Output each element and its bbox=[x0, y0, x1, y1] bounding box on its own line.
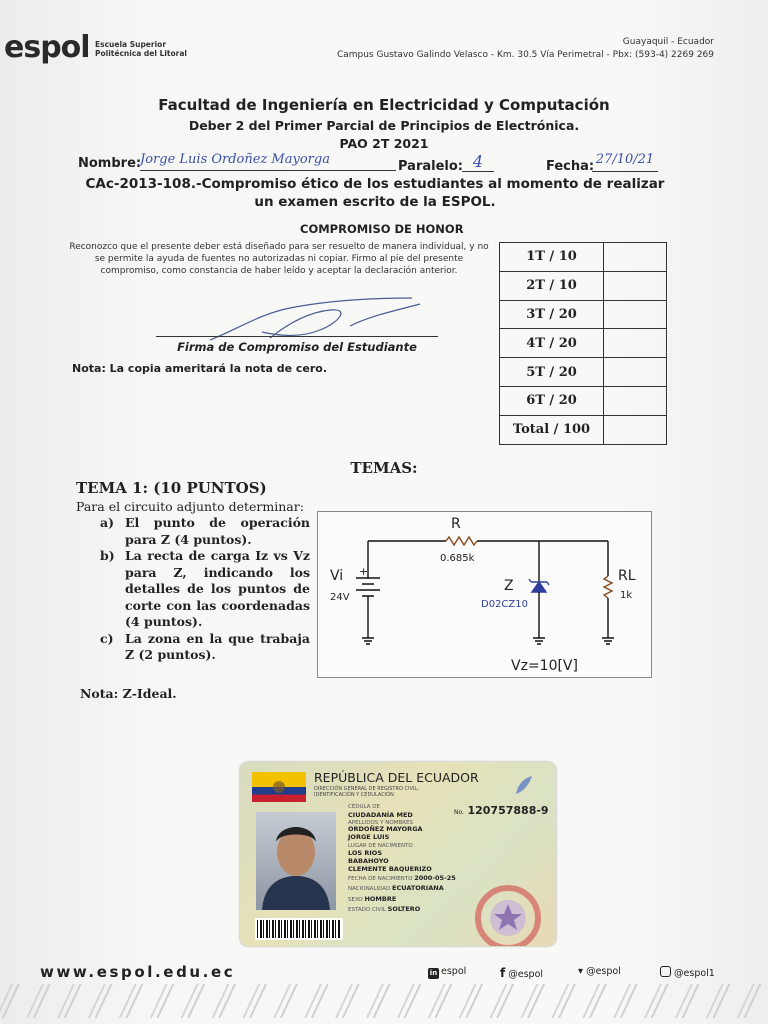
table-row: 6T / 20 bbox=[500, 386, 667, 415]
instagram-link[interactable]: @espol1 bbox=[660, 966, 715, 979]
facebook-icon: f bbox=[500, 966, 506, 980]
fecha-field[interactable]: 27/10/21 bbox=[592, 152, 658, 172]
signature-line: Firma de Compromiso del Estudiante bbox=[156, 336, 438, 354]
plus-sign: + bbox=[359, 565, 369, 578]
r-value: 0.685k bbox=[440, 553, 475, 564]
resolution-title: CAc-2013-108.-Compromiso ético de los estudiantes al momento de realizar un examen escrito de la ESPOL. bbox=[85, 176, 665, 210]
temas-heading: TEMAS: bbox=[350, 459, 418, 477]
vi-value: 24V bbox=[330, 592, 350, 603]
twitter-link[interactable]: ▾ @espol bbox=[578, 966, 621, 977]
website-link[interactable]: www.espol.edu.ec bbox=[40, 963, 236, 981]
term-title: PAO 2T 2021 bbox=[339, 136, 429, 151]
linkedin-icon: in bbox=[429, 969, 438, 977]
card-seal-icon bbox=[468, 880, 548, 946]
header-campus: Campus Gustavo Galindo Velasco - Km. 30.5 Vía Perimetral - Pbx: (593-4) 2269 269 bbox=[336, 50, 714, 60]
score-cell[interactable] bbox=[604, 300, 667, 329]
id-card: REPÚBLICA DEL ECUADOR DIRECCIÓN GENERAL DE REGISTRO CIVIL, IDENTIFICACIÓN Y CEDULACIÓN No. 120757888-9 CÉDULA DE CIUDADANÍA MED APELLIDOS Y NOMBRES ORDOÑEZ MAYORGA JORGE LUIS LUGAR DE NACIMIENTO LOS RIOS BABAHOYO CLEMENTE BAQUERIZO FECHA DE NACIMIENTO 2000-05-25 NACIONALIDAD ECUATORIANA SEXO HOMBRE ESTADO CIVIL SOLTERO bbox=[240, 762, 556, 946]
facebook-link[interactable]: f @espol bbox=[500, 966, 544, 980]
r-label: R bbox=[451, 516, 461, 532]
card-nationality: NACIONALIDAD ECUATORIANA bbox=[348, 884, 444, 892]
score-cell[interactable] bbox=[604, 329, 667, 358]
grades-table bbox=[499, 242, 667, 445]
paralelo-label: Paralelo: bbox=[398, 159, 463, 174]
honor-declaration: Reconozco que el presente deber está diseñado para ser resuelto de manera individual, y no se permite la ayuda de fuentes no autorizadas ni copiar. Firmo al pie del presente compromiso, como constancia de haber leído y aceptar la declaración anterior. bbox=[69, 242, 489, 276]
table-row: Total / 100 bbox=[500, 415, 667, 444]
score-cell[interactable] bbox=[604, 358, 667, 387]
ecuador-flag-icon bbox=[252, 772, 306, 802]
paralelo-field[interactable]: 4 bbox=[462, 152, 494, 172]
card-birthdate: FECHA DE NACIMIENTO 2000-05-25 bbox=[348, 874, 456, 882]
rl-value: 1k bbox=[620, 590, 633, 601]
tema1-items bbox=[100, 515, 310, 664]
instagram-icon bbox=[660, 966, 671, 977]
name-field[interactable]: Jorge Luis Ordoñez Mayorga bbox=[140, 152, 396, 171]
list-item: a) El punto de operación para Z (4 puntos). bbox=[100, 515, 310, 547]
vz-note: Vz=10[V] bbox=[511, 658, 578, 674]
fecha-label: Fecha: bbox=[546, 159, 595, 174]
card-number: No. 120757888-9 bbox=[454, 804, 549, 817]
score-cell[interactable] bbox=[604, 415, 667, 444]
header-city: Guayaquil - Ecuador bbox=[622, 37, 714, 47]
score-cell[interactable] bbox=[604, 386, 667, 415]
table-row: 4T / 20 bbox=[500, 329, 667, 358]
table-row: 3T / 20 bbox=[500, 300, 667, 329]
school-name: Escuela Superior Politécnica del Litoral bbox=[95, 40, 187, 58]
tema1-title: TEMA 1: (10 PUNTOS) bbox=[76, 479, 267, 497]
card-sex: SEXO HOMBRE bbox=[348, 895, 397, 903]
faculty-title: Facultad de Ingeniería en Electricidad y Computación bbox=[158, 96, 610, 114]
assignment-title: Deber 2 del Primer Parcial de Principios de Electrónica. bbox=[188, 118, 580, 133]
list-item: c) La zona en la que trabaja Z (2 puntos). bbox=[100, 630, 310, 662]
honor-heading: COMPROMISO DE HONOR bbox=[300, 222, 464, 236]
z-label: Z bbox=[504, 578, 514, 594]
rl-label: RL bbox=[618, 568, 636, 584]
card-photo bbox=[256, 812, 336, 910]
z-part: D02CZ10 bbox=[481, 599, 528, 610]
linkedin-link[interactable]: in espol bbox=[429, 966, 467, 977]
card-hologram-icon bbox=[510, 772, 538, 800]
table-row: 1T / 10 bbox=[500, 243, 667, 272]
vi-label: Vi bbox=[330, 568, 344, 584]
tema1-note: Nota: Z-Ideal. bbox=[80, 686, 177, 701]
footer-stripes bbox=[0, 984, 768, 1018]
table-row: 2T / 10 bbox=[500, 271, 667, 300]
tema1-intro: Para el circuito adjunto determinar: bbox=[76, 499, 304, 514]
twitter-icon: ▾ bbox=[578, 966, 584, 977]
espol-logo: espol bbox=[4, 30, 90, 65]
card-barcode bbox=[255, 918, 343, 940]
list-item: b) La recta de carga Iz vs Vz para Z, indicando los detalles de los puntos de corte con las coordenadas (4 puntos). bbox=[100, 548, 310, 629]
circuit-schematic bbox=[318, 512, 651, 677]
card-agency: DIRECCIÓN GENERAL DE REGISTRO CIVIL, IDENTIFICACIÓN Y CEDULACIÓN bbox=[314, 786, 419, 798]
card-civil-status: ESTADO CIVIL SOLTERO bbox=[348, 905, 421, 913]
card-country: REPÚBLICA DEL ECUADOR bbox=[314, 770, 479, 785]
circuit-diagram bbox=[317, 511, 652, 678]
name-label: Nombre: bbox=[78, 156, 142, 171]
table-row: 5T / 20 bbox=[500, 358, 667, 387]
score-cell[interactable] bbox=[604, 243, 667, 272]
copy-note: Nota: La copia ameritará la nota de cero. bbox=[72, 362, 328, 375]
portrait-icon bbox=[256, 812, 336, 910]
score-cell[interactable] bbox=[604, 271, 667, 300]
